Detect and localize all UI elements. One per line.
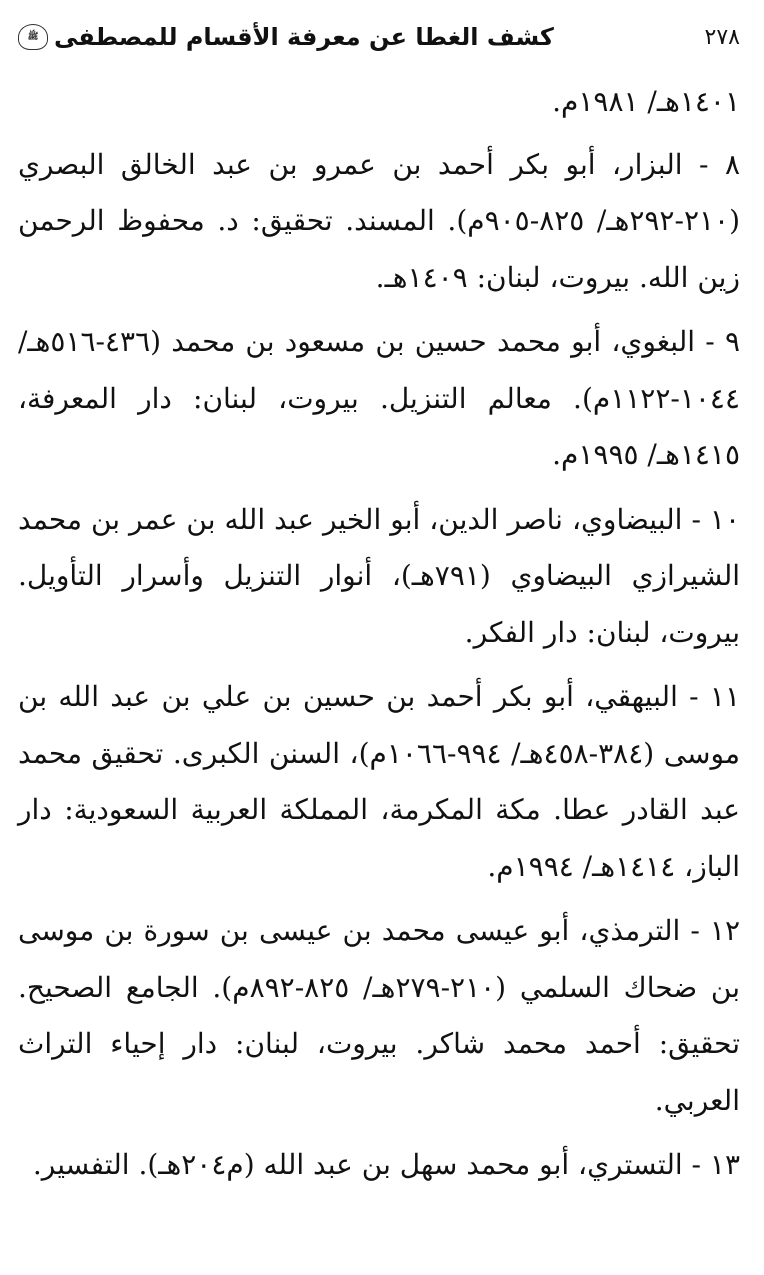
bibliography-entry-9: ٩ - البغوي، أبو محمد حسين بن مسعود بن محمد (٤٣٦-٥١٦هـ/ ١٠٤٤-١١٢٢م). معالم التنزيل. بيروت، لبنان: دار المعرفة، ١٤١٥هـ/ ١٩٩٥م.	[18, 325, 740, 471]
continuation-line: ١٤٠١هـ/ ١٩٨١م.	[552, 85, 740, 118]
bibliography-entry-8: ٨ - البزار، أبو بكر أحمد بن عمرو بن عبد الخالق البصري (٢١٠-٢٩٢هـ/ ٨٢٥-٩٠٥م). المسند. تحقيق: د. محفوظ الرحمن زين الله. بيروت، لبنان: ١٤٠٩هـ.	[18, 147, 740, 294]
honorific-seal-icon: ﷺ	[18, 24, 48, 50]
bibliography-entry-10: ١٠ - البيضاوي، ناصر الدين، أبو الخير عبد الله بن عمر بن محمد الشيرازي البيضاوي (٧٩١هـ)، أنوار التنزيل وأسرار التأويل. بيروت، لبنان: دار الفكر.	[18, 502, 741, 649]
page-number: ٢٧٨	[704, 24, 740, 50]
running-title-text: كشف الغطا عن معرفة الأقسام للمصطفى	[54, 23, 554, 51]
page-header	[18, 0, 740, 74]
bibliography-entry-11: ١١ - البيهقي، أبو بكر أحمد بن حسين بن علي بن عبد الله بن موسى (٣٨٤-٤٥٨هـ/ ٩٩٤-١٠٦٦م)، السنن الكبرى. تحقيق محمد عبد القادر عطا. مكة المكرمة، المملكة العربية السعودية: دار الباز، ١٤١٤هـ/ ١٩٩٤م.	[18, 680, 740, 883]
running-title	[18, 23, 554, 51]
bibliography-entry-13: ١٣ - التستري، أبو محمد سهل بن عبد الله (م٢٠٤هـ). التفسير.	[32, 1148, 740, 1181]
bibliography-entry-12: ١٢ - الترمذي، أبو عيسى محمد بن عيسى بن سورة بن موسى بن ضحاك السلمي (٢١٠-٢٧٩هـ/ ٨٢٥-٨٩٢م). الجامع الصحيح. تحقيق: أحمد محمد شاكر. بيروت، لبنان: دار إحياء التراث العربي.	[18, 914, 740, 1117]
